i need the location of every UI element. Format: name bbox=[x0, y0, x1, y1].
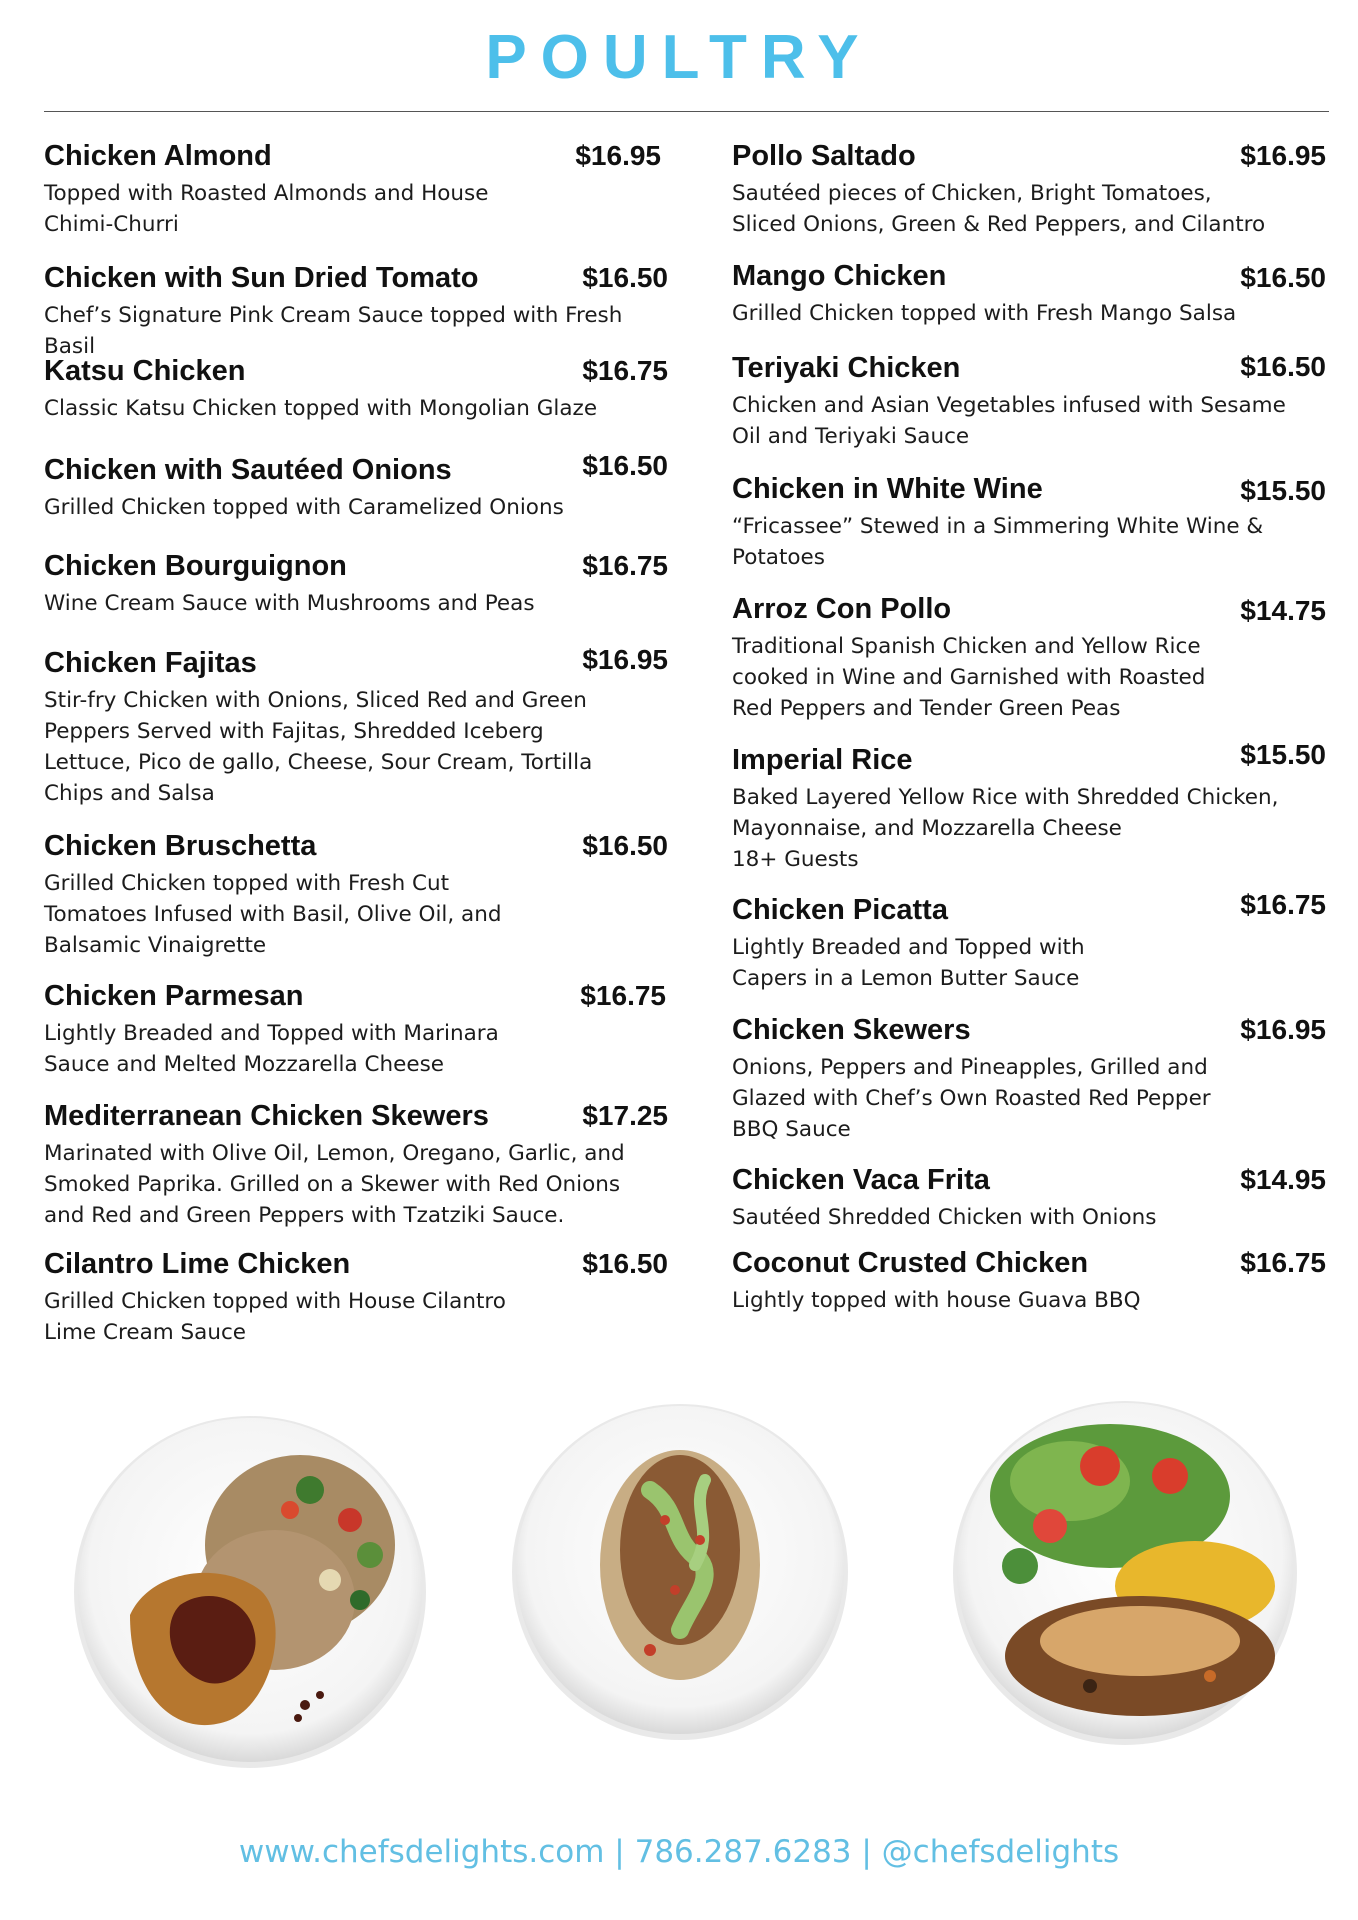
item-price: $15.50 bbox=[1240, 475, 1326, 506]
item-description: Stir-fry Chicken with Onions, Sliced Red and Green Peppers Served with Fajitas, Shredded Iceberg Lettuce, Pico de gallo, Cheese, Sour Cream, Tortilla Chips and Salsa bbox=[44, 688, 593, 806]
item-description: Grilled Chicken topped with Fresh Mango Salsa bbox=[732, 301, 1237, 326]
item-price: $16.75 bbox=[582, 550, 668, 581]
footer-contact: www.chefsdelights.com | 786.287.6283 | @chefsdelights bbox=[238, 1834, 1120, 1870]
item-name: Chicken Skewers bbox=[732, 1014, 971, 1046]
item-description: Lightly topped with house Guava BBQ bbox=[732, 1288, 1141, 1313]
plate-photo-grilled-chicken bbox=[500, 1390, 860, 1750]
page-title: POULTRY bbox=[485, 23, 873, 92]
item-price: $16.50 bbox=[1240, 351, 1326, 382]
item-name: Chicken Vaca Frita bbox=[732, 1164, 990, 1196]
item-price: $15.50 bbox=[1240, 739, 1326, 770]
plate-photo-breaded-chicken bbox=[60, 1400, 440, 1780]
item-name: Imperial Rice bbox=[732, 744, 913, 776]
item-name: Mediterranean Chicken Skewers bbox=[44, 1100, 489, 1132]
item-price: $16.95 bbox=[575, 140, 661, 171]
item-price: $16.75 bbox=[1240, 889, 1326, 920]
item-price: $16.75 bbox=[580, 980, 666, 1011]
item-name: Chicken Bruschetta bbox=[44, 830, 317, 862]
item-name: Teriyaki Chicken bbox=[732, 352, 961, 384]
item-description: Marinated with Olive Oil, Lemon, Oregano, Garlic, and Smoked Paprika. Grilled on a Skewer with Red Onions and Red and Green Peppers with Tzatziki Sauce. bbox=[44, 1141, 625, 1228]
item-description: Lightly Breaded and Topped with Capers in a Lemon Butter Sauce bbox=[732, 935, 1085, 991]
item-description: Chef’s Signature Pink Cream Sauce topped with Fresh Basil bbox=[44, 303, 623, 359]
item-price: $16.50 bbox=[582, 830, 668, 861]
item-name: Chicken Fajitas bbox=[44, 647, 257, 679]
item-name: Mango Chicken bbox=[732, 260, 947, 292]
item-description: Chicken and Asian Vegetables infused with Sesame Oil and Teriyaki Sauce bbox=[732, 393, 1286, 449]
item-name: Chicken with Sun Dried Tomato bbox=[44, 262, 479, 294]
item-description: “Fricassee” Stewed in a Simmering White Wine & Potatoes bbox=[732, 514, 1264, 570]
title-divider bbox=[44, 111, 1329, 112]
item-name: Chicken Bourguignon bbox=[44, 550, 347, 582]
item-description: Traditional Spanish Chicken and Yellow Rice cooked in Wine and Garnished with Roasted Red Peppers and Tender Green Peas bbox=[732, 634, 1206, 721]
item-description: Onions, Peppers and Pineapples, Grilled and Glazed with Chef’s Own Roasted Red Pepper BBQ Sauce bbox=[732, 1055, 1211, 1142]
item-price: $16.95 bbox=[582, 644, 668, 675]
item-name: Chicken Almond bbox=[44, 140, 272, 172]
item-name: Arroz Con Pollo bbox=[732, 593, 952, 625]
item-price: $17.25 bbox=[582, 1100, 668, 1131]
plate-photo-salad-rice-chicken bbox=[940, 1386, 1310, 1756]
item-description: Grilled Chicken topped with Fresh Cut Tomatoes Infused with Basil, Olive Oil, and Balsamic Vinaigrette bbox=[44, 871, 502, 958]
item-price: $16.95 bbox=[1240, 140, 1326, 171]
item-price: $16.75 bbox=[582, 355, 668, 386]
item-price: $16.50 bbox=[582, 450, 668, 481]
item-price: $16.50 bbox=[1240, 262, 1326, 293]
item-name: Cilantro Lime Chicken bbox=[44, 1248, 351, 1280]
item-description: Wine Cream Sauce with Mushrooms and Peas bbox=[44, 591, 535, 616]
item-description: Classic Katsu Chicken topped with Mongolian Glaze bbox=[44, 396, 598, 421]
item-price: $14.75 bbox=[1240, 595, 1326, 626]
item-description: Sautéed Shredded Chicken with Onions bbox=[732, 1205, 1157, 1230]
item-price: $16.95 bbox=[1240, 1014, 1326, 1045]
item-price: $16.50 bbox=[582, 262, 668, 293]
item-description: Lightly Breaded and Topped with Marinara Sauce and Melted Mozzarella Cheese bbox=[44, 1021, 499, 1077]
item-name: Chicken in White Wine bbox=[732, 473, 1043, 505]
item-name: Coconut Crusted Chicken bbox=[732, 1247, 1089, 1279]
item-description: Topped with Roasted Almonds and House Chimi-Churri bbox=[44, 181, 489, 237]
item-price: $16.75 bbox=[1240, 1247, 1326, 1278]
item-name: Katsu Chicken bbox=[44, 355, 246, 387]
item-name: Chicken with Sautéed Onions bbox=[44, 454, 452, 486]
item-name: Pollo Saltado bbox=[732, 140, 916, 172]
item-price: $14.95 bbox=[1240, 1164, 1326, 1195]
item-name: Chicken Parmesan bbox=[44, 980, 304, 1012]
item-price: $16.50 bbox=[582, 1248, 668, 1279]
item-name: Chicken Picatta bbox=[732, 894, 948, 926]
item-description: Grilled Chicken topped with Caramelized Onions bbox=[44, 495, 564, 520]
item-description: Baked Layered Yellow Rice with Shredded Chicken, Mayonnaise, and Mozzarella Cheese 18+ Guests bbox=[732, 785, 1279, 872]
food-photos bbox=[0, 1400, 1358, 1780]
item-description: Grilled Chicken topped with House Cilantro Lime Cream Sauce bbox=[44, 1289, 506, 1345]
item-description: Sautéed pieces of Chicken, Bright Tomatoes, Sliced Onions, Green & Red Peppers, and Cilantro bbox=[732, 181, 1266, 237]
